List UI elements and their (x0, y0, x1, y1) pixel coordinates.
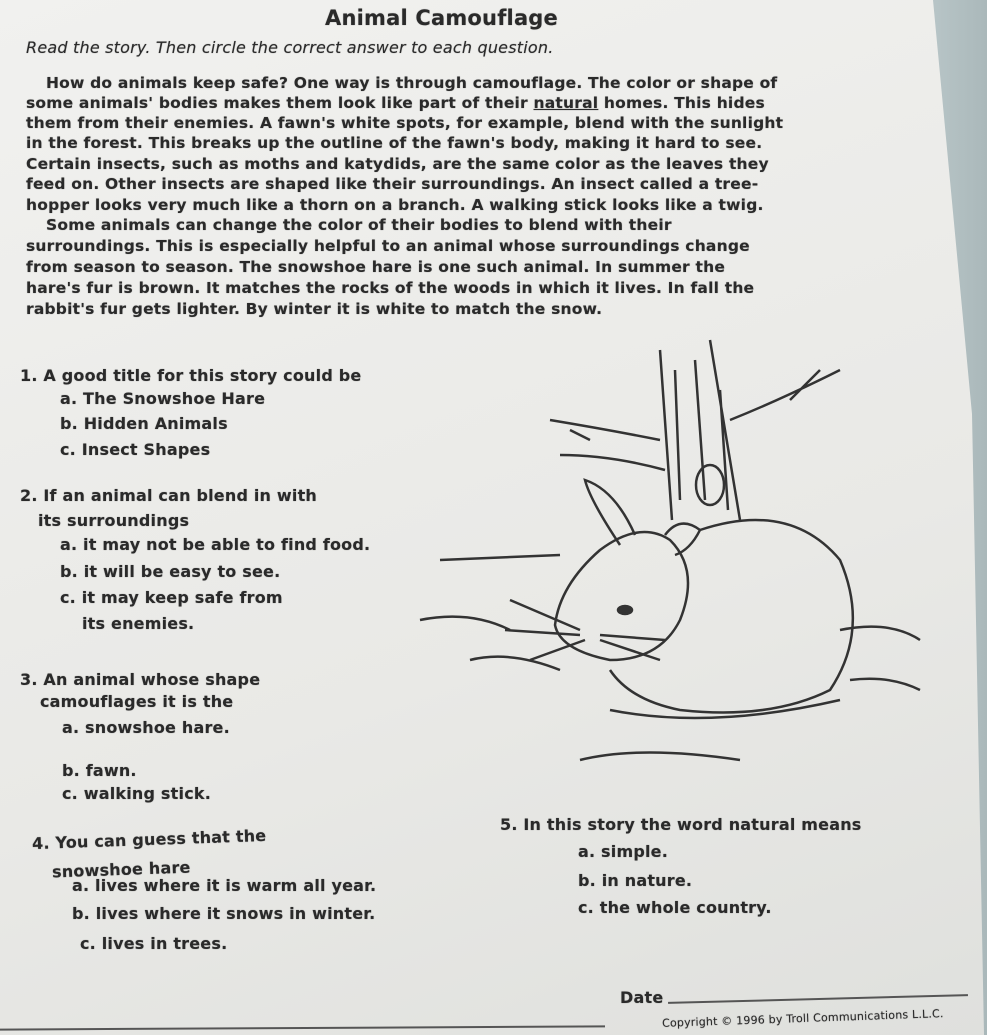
story-line: Some animals can change the color of their bodies to blend with their (46, 216, 672, 234)
question-2-option-c-cont: its enemies. (82, 614, 195, 633)
story-line: feed on. Other insects are shaped like their surroundings. An insect called a tree- (26, 175, 759, 193)
story-line: hopper looks very much like a thorn on a branch. A walking stick looks like a twig. (26, 196, 764, 214)
story-line: from season to season. The snowshoe hare is one such animal. In summer the (26, 258, 726, 276)
story-line: How do animals keep safe? One way is through camouflage. The color or shape of (46, 74, 778, 92)
story-line: hare's fur is brown. It matches the rocks of the woods in which it lives. In fall the (26, 279, 755, 297)
knot (696, 465, 724, 505)
ground-line (440, 555, 560, 560)
question-2-option-b[interactable]: b. it will be easy to see. (60, 562, 281, 581)
copyright: Copyright © 1996 by Troll Communications L.L.C. (661, 1007, 944, 1030)
hare-body (610, 520, 853, 713)
story-line: them from their enemies. A fawn's white spots, for example, blend with the sunlight (26, 114, 784, 132)
question-1-option-c[interactable]: c. Insect Shapes (60, 440, 211, 459)
tree-trunk (660, 340, 740, 520)
worksheet-title: Animal Camouflage (325, 6, 558, 30)
hare-eye (618, 606, 632, 614)
whiskers (505, 600, 665, 660)
question-1-option-a[interactable]: a. The Snowshoe Hare (60, 389, 266, 408)
question-5-option-a[interactable]: a. simple. (578, 842, 668, 861)
question-4-prompt: 4. You can guess that the (31, 825, 267, 854)
story-line: in the forest. This breaks up the outline of the fawn's body, making it hard to see. (26, 134, 763, 152)
question-1-prompt: 1. A good title for this story could be (20, 366, 362, 385)
question-2-option-a[interactable]: a. it may not be able to find food. (60, 535, 371, 554)
story-line: Certain insects, such as moths and katydids, are the same color as the leaves they (26, 155, 769, 173)
question-2-prompt: 2. If an animal can blend in with (20, 486, 318, 505)
story-line (26, 94, 765, 112)
question-1-option-b[interactable]: b. Hidden Animals (60, 414, 228, 433)
snow (420, 617, 920, 760)
story-text: some animals' bodies makes them look like part of their (26, 94, 528, 112)
instructions: Read the story. Then circle the correct answer to each question. (26, 38, 554, 57)
question-4-option-c[interactable]: c. lives in trees. (80, 934, 228, 953)
date-label: Date (620, 988, 664, 1007)
question-5-prompt: 5. In this story the word natural means (500, 815, 862, 834)
underlined-word: natural (533, 94, 599, 112)
branches (550, 370, 840, 470)
question-3-option-b[interactable]: b. fawn. (62, 761, 137, 780)
question-2-option-c[interactable]: c. it may keep safe from (60, 588, 283, 607)
question-5-option-c[interactable]: c. the whole country. (578, 898, 772, 917)
question-3-option-c[interactable]: c. walking stick. (62, 784, 211, 803)
question-2-prompt-cont: its surroundings (38, 511, 190, 530)
question-3-prompt: 3. An animal whose shape (20, 670, 261, 689)
question-4-prompt-cont: snowshoe hare (51, 857, 191, 882)
question-3-option-a[interactable]: a. snowshoe hare. (62, 718, 230, 737)
story-line: rabbit's fur gets lighter. By winter it is white to match the snow. (26, 300, 603, 318)
snowshoe-hare-illustration (410, 330, 930, 790)
hare-head (555, 532, 688, 660)
story-line: surroundings. This is especially helpful to an animal whose surroundings change (26, 237, 750, 255)
question-5-option-b[interactable]: b. in nature. (578, 871, 693, 890)
question-3-prompt-cont: camouflages it is the (40, 692, 234, 711)
question-4-option-a[interactable]: a. lives where it is warm all year. (72, 876, 377, 895)
story-text: homes. This hides (598, 94, 765, 112)
question-4-option-b[interactable]: b. lives where it snows in winter. (72, 904, 376, 923)
